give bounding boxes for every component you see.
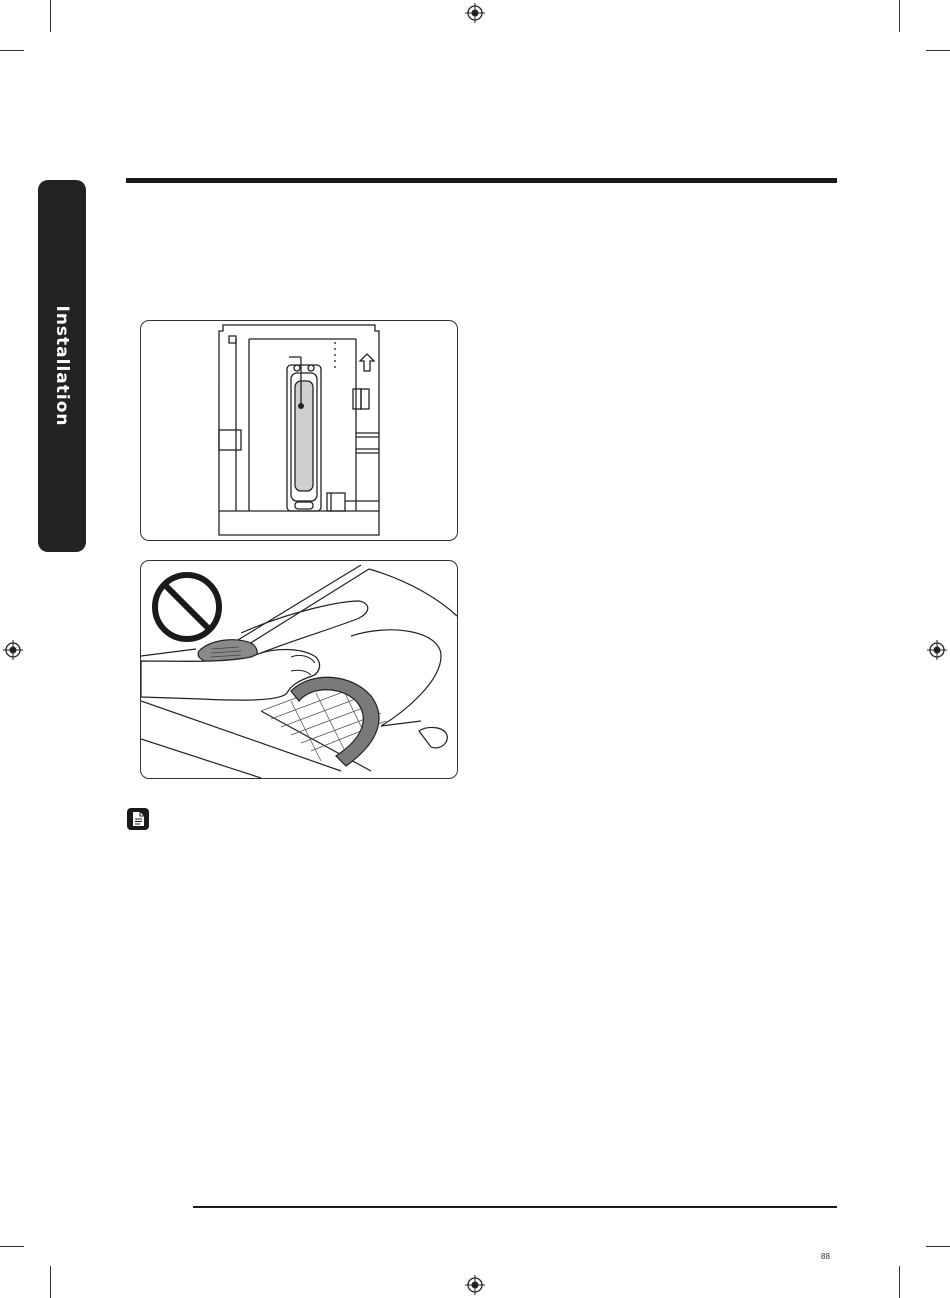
crop-mark — [50, 0, 51, 32]
up-arrow-icon — [360, 354, 374, 371]
section-tab — [38, 180, 86, 552]
crop-mark — [50, 1266, 51, 1298]
crop-mark — [899, 1266, 900, 1298]
crop-mark — [899, 0, 900, 32]
machine-top-view-figure — [140, 320, 458, 541]
header-rule — [126, 178, 837, 183]
crop-mark — [0, 1246, 24, 1247]
filter-callout-dot — [298, 403, 304, 409]
no-symbol-icon — [155, 575, 219, 639]
crop-mark — [926, 1246, 950, 1247]
crosshair-circle-icon — [3, 640, 23, 660]
section-tab-label: Installation — [52, 305, 72, 427]
footer-rule — [193, 1206, 837, 1208]
prohibited-action-figure — [140, 560, 458, 779]
crop-mark — [926, 50, 950, 51]
crosshair-circle-icon — [927, 640, 947, 660]
filter-handle — [291, 677, 379, 766]
crosshair-circle-icon — [465, 1275, 485, 1295]
note-document-icon — [127, 808, 149, 830]
machine-top-view-illustration — [141, 321, 457, 540]
crosshair-circle-icon — [465, 3, 485, 23]
page-number: 88 — [821, 1252, 830, 1261]
lifting-warning-illustration — [141, 561, 457, 778]
crop-mark — [0, 50, 24, 51]
